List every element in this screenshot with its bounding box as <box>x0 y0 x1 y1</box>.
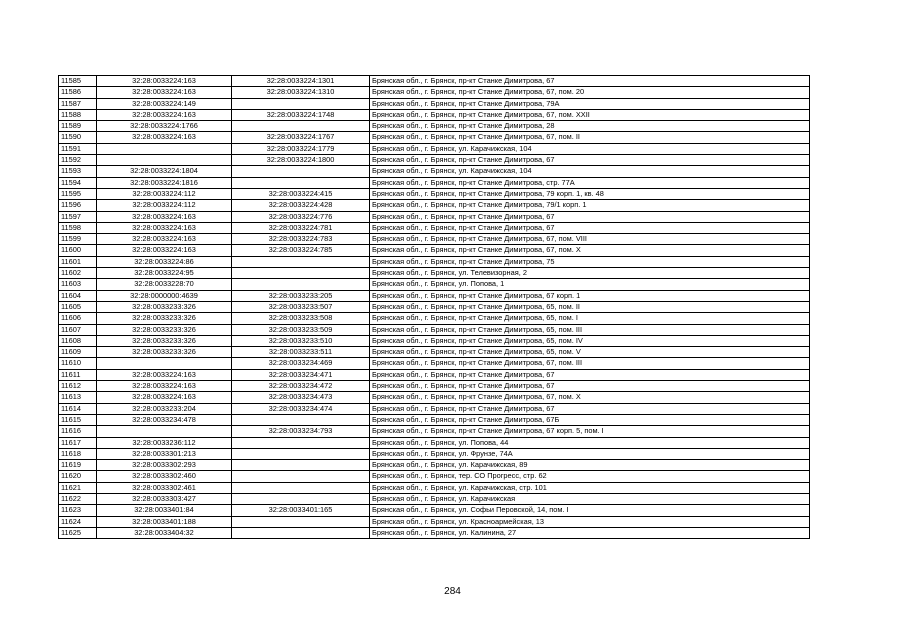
table-row <box>59 279 810 290</box>
cadastral-quarter-cell: 32:28:0033224:163 <box>97 392 232 403</box>
address-cell: Брянская обл., г. Брянск, пр-кт Станке Димитрова, 67, пом. III <box>370 358 810 369</box>
cadastral-quarter-cell: 32:28:0033303:427 <box>97 493 232 504</box>
address-cell: Брянская обл., г. Брянск, пр-кт Станке Димитрова, 67Б <box>370 414 810 425</box>
cadastral-quarter-cell: 32:28:0033224:163 <box>97 369 232 380</box>
row-number-cell: 11595 <box>59 188 97 199</box>
address-cell: Брянская обл., г. Брянск, ул. Калинина, 27 <box>370 527 810 538</box>
table-row <box>59 132 810 143</box>
table-row <box>59 155 810 166</box>
row-number-cell: 11621 <box>59 482 97 493</box>
row-number-cell: 11599 <box>59 234 97 245</box>
row-number-cell: 11613 <box>59 392 97 403</box>
cadastral-object-cell: 32:28:0033233:509 <box>232 324 370 335</box>
cadastral-quarter-cell: 32:28:0033224:112 <box>97 188 232 199</box>
row-number-cell: 11604 <box>59 290 97 301</box>
cadastral-quarter-cell: 32:28:0033302:461 <box>97 482 232 493</box>
address-cell: Брянская обл., г. Брянск, ул. Попова, 44 <box>370 437 810 448</box>
row-number-cell: 11620 <box>59 471 97 482</box>
cadastral-quarter-cell: 32:28:0033233:326 <box>97 313 232 324</box>
row-number-cell: 11622 <box>59 493 97 504</box>
cadastral-quarter-cell: 32:28:0033224:1804 <box>97 166 232 177</box>
cadastral-object-cell <box>232 279 370 290</box>
cadastral-object-cell: 32:28:0033224:1301 <box>232 76 370 87</box>
cadastral-object-cell <box>232 177 370 188</box>
row-number-cell: 11590 <box>59 132 97 143</box>
address-cell: Брянская обл., г. Брянск, ул. Карачижская, 104 <box>370 166 810 177</box>
table-row <box>59 211 810 222</box>
address-cell: Брянская обл., г. Брянск, пр-кт Станке Димитрова, 67, пом. X <box>370 245 810 256</box>
address-cell: Брянская обл., г. Брянск, пр-кт Станке Димитрова, 65, пом. III <box>370 324 810 335</box>
row-number-cell: 11625 <box>59 527 97 538</box>
row-number-cell: 11611 <box>59 369 97 380</box>
address-cell: Брянская обл., г. Брянск, пр-кт Станке Димитрова, 67, пом. X <box>370 392 810 403</box>
cadastral-object-cell <box>232 121 370 132</box>
table-row <box>59 121 810 132</box>
cadastral-object-cell <box>232 493 370 504</box>
row-number-cell: 11605 <box>59 301 97 312</box>
table-row <box>59 505 810 516</box>
cadastral-quarter-cell: 32:28:0033301:213 <box>97 448 232 459</box>
table-row <box>59 392 810 403</box>
cadastral-quarter-cell: 32:28:0033233:326 <box>97 301 232 312</box>
table-row <box>59 234 810 245</box>
address-cell: Брянская обл., г. Брянск, ул. Карачижская, 89 <box>370 460 810 471</box>
cadastral-object-cell: 32:28:0033224:1779 <box>232 143 370 154</box>
table-row <box>59 245 810 256</box>
cadastral-table-body <box>59 76 810 539</box>
table-row <box>59 324 810 335</box>
row-number-cell: 11617 <box>59 437 97 448</box>
cadastral-object-cell <box>232 437 370 448</box>
cadastral-quarter-cell: 32:28:0033224:163 <box>97 211 232 222</box>
address-cell: Брянская обл., г. Брянск, пр-кт Станке Димитрова, 67, пом. VIII <box>370 234 810 245</box>
address-cell: Брянская обл., г. Брянск, пр-кт Станке Димитрова, 75 <box>370 256 810 267</box>
cadastral-quarter-cell: 32:28:0033302:460 <box>97 471 232 482</box>
address-cell: Брянская обл., г. Брянск, пр-кт Станке Димитрова, 65, пом. IV <box>370 335 810 346</box>
table-row <box>59 482 810 493</box>
address-cell: Брянская обл., г. Брянск, пр-кт Станке Димитрова, 67 <box>370 211 810 222</box>
table-row <box>59 448 810 459</box>
cadastral-object-cell: 32:28:0033233:511 <box>232 347 370 358</box>
table-row <box>59 369 810 380</box>
cadastral-quarter-cell: 32:28:0033224:163 <box>97 381 232 392</box>
address-cell: Брянская обл., г. Брянск, ул. Карачижская, 104 <box>370 143 810 154</box>
row-number-cell: 11597 <box>59 211 97 222</box>
address-cell: Брянская обл., г. Брянск, пр-кт Станке Димитрова, 67 <box>370 222 810 233</box>
cadastral-object-cell <box>232 414 370 425</box>
cadastral-quarter-cell: 32:28:0033224:1816 <box>97 177 232 188</box>
table-row <box>59 426 810 437</box>
cadastral-object-cell <box>232 527 370 538</box>
address-cell: Брянская обл., г. Брянск, пр-кт Станке Димитрова, 67 <box>370 76 810 87</box>
cadastral-quarter-cell: 32:28:0033234:478 <box>97 414 232 425</box>
table-row <box>59 493 810 504</box>
row-number-cell: 11614 <box>59 403 97 414</box>
cadastral-quarter-cell: 32:28:0033224:163 <box>97 234 232 245</box>
cadastral-object-cell: 32:28:0033234:471 <box>232 369 370 380</box>
cadastral-quarter-cell: 32:28:0033404:32 <box>97 527 232 538</box>
table-row <box>59 143 810 154</box>
cadastral-object-cell: 32:28:0033234:793 <box>232 426 370 437</box>
table-row <box>59 460 810 471</box>
cadastral-object-cell: 32:28:0033234:474 <box>232 403 370 414</box>
address-cell: Брянская обл., г. Брянск, пр-кт Станке Димитрова, 67, пом. II <box>370 132 810 143</box>
address-cell: Брянская обл., г. Брянск, ул. Красноармейская, 13 <box>370 516 810 527</box>
table-row <box>59 188 810 199</box>
cadastral-object-cell <box>232 256 370 267</box>
row-number-cell: 11612 <box>59 381 97 392</box>
address-cell: Брянская обл., г. Брянск, пр-кт Станке Димитрова, 79/1 корп. 1 <box>370 200 810 211</box>
address-cell: Брянская обл., г. Брянск, пр-кт Станке Димитрова, 67, пом. XXII <box>370 109 810 120</box>
row-number-cell: 11610 <box>59 358 97 369</box>
cadastral-object-cell <box>232 448 370 459</box>
row-number-cell: 11615 <box>59 414 97 425</box>
row-number-cell: 11588 <box>59 109 97 120</box>
cadastral-quarter-cell: 32:28:0033302:293 <box>97 460 232 471</box>
cadastral-quarter-cell <box>97 143 232 154</box>
cadastral-quarter-cell: 32:28:0033401:84 <box>97 505 232 516</box>
cadastral-object-cell <box>232 98 370 109</box>
cadastral-object-cell: 32:28:0033224:1767 <box>232 132 370 143</box>
row-number-cell: 11623 <box>59 505 97 516</box>
cadastral-quarter-cell: 32:28:0033233:326 <box>97 335 232 346</box>
cadastral-object-cell: 32:28:0033233:205 <box>232 290 370 301</box>
table-row <box>59 76 810 87</box>
cadastral-object-cell: 32:28:0033224:776 <box>232 211 370 222</box>
page-number: 284 <box>444 586 461 597</box>
cadastral-object-cell: 32:28:0033233:507 <box>232 301 370 312</box>
cadastral-object-cell: 32:28:0033224:415 <box>232 188 370 199</box>
cadastral-object-cell <box>232 166 370 177</box>
table-row <box>59 256 810 267</box>
table-row <box>59 471 810 482</box>
address-cell: Брянская обл., г. Брянск, ул. Карачижская <box>370 493 810 504</box>
address-cell: Брянская обл., г. Брянск, пр-кт Станке Димитрова, 28 <box>370 121 810 132</box>
table-row <box>59 109 810 120</box>
row-number-cell: 11619 <box>59 460 97 471</box>
cadastral-quarter-cell: 32:28:0033228:70 <box>97 279 232 290</box>
row-number-cell: 11603 <box>59 279 97 290</box>
cadastral-object-cell: 32:28:0033224:1748 <box>232 109 370 120</box>
row-number-cell: 11592 <box>59 155 97 166</box>
row-number-cell: 11593 <box>59 166 97 177</box>
cadastral-quarter-cell: 32:28:0033236:112 <box>97 437 232 448</box>
address-cell: Брянская обл., г. Брянск, пр-кт Станке Димитрова, стр. 77А <box>370 177 810 188</box>
table-row <box>59 166 810 177</box>
address-cell: Брянская обл., г. Брянск, пр-кт Станке Димитрова, 67, пом. 20 <box>370 87 810 98</box>
row-number-cell: 11616 <box>59 426 97 437</box>
cadastral-table <box>58 75 810 539</box>
row-number-cell: 11585 <box>59 76 97 87</box>
row-number-cell: 11600 <box>59 245 97 256</box>
address-cell: Брянская обл., г. Брянск, пр-кт Станке Димитрова, 67 <box>370 155 810 166</box>
cadastral-quarter-cell: 32:28:0033224:95 <box>97 268 232 279</box>
address-cell: Брянская обл., г. Брянск, пр-кт Станке Димитрова, 67 <box>370 403 810 414</box>
table-row <box>59 347 810 358</box>
cadastral-quarter-cell <box>97 426 232 437</box>
row-number-cell: 11624 <box>59 516 97 527</box>
table-row <box>59 313 810 324</box>
row-number-cell: 11598 <box>59 222 97 233</box>
row-number-cell: 11591 <box>59 143 97 154</box>
cadastral-object-cell: 32:28:0033224:781 <box>232 222 370 233</box>
cadastral-quarter-cell: 32:28:0033224:163 <box>97 109 232 120</box>
cadastral-quarter-cell: 32:28:0033224:149 <box>97 98 232 109</box>
cadastral-quarter-cell <box>97 155 232 166</box>
address-cell: Брянская обл., г. Брянск, ул. Фрунзе, 74А <box>370 448 810 459</box>
cadastral-quarter-cell: 32:28:0033224:112 <box>97 200 232 211</box>
row-number-cell: 11589 <box>59 121 97 132</box>
cadastral-quarter-cell: 32:28:0033224:163 <box>97 87 232 98</box>
cadastral-object-cell: 32:28:0033401:165 <box>232 505 370 516</box>
cadastral-quarter-cell: 32:28:0033224:163 <box>97 245 232 256</box>
table-row <box>59 200 810 211</box>
cadastral-object-cell: 32:28:0033224:1800 <box>232 155 370 166</box>
table-row <box>59 516 810 527</box>
address-cell: Брянская обл., г. Брянск, пр-кт Станке Димитрова, 79А <box>370 98 810 109</box>
cadastral-object-cell: 32:28:0033224:785 <box>232 245 370 256</box>
row-number-cell: 11609 <box>59 347 97 358</box>
table-row <box>59 403 810 414</box>
cadastral-quarter-cell: 32:28:0033233:326 <box>97 324 232 335</box>
cadastral-object-cell <box>232 516 370 527</box>
cadastral-object-cell: 32:28:0033234:473 <box>232 392 370 403</box>
address-cell: Брянская обл., г. Брянск, пр-кт Станке Димитрова, 67 корп. 5, пом. I <box>370 426 810 437</box>
address-cell: Брянская обл., г. Брянск, ул. Телевизорная, 2 <box>370 268 810 279</box>
row-number-cell: 11607 <box>59 324 97 335</box>
cadastral-quarter-cell: 32:28:0033233:326 <box>97 347 232 358</box>
cadastral-quarter-cell: 32:28:0033401:188 <box>97 516 232 527</box>
cadastral-object-cell <box>232 268 370 279</box>
address-cell: Брянская обл., г. Брянск, пр-кт Станке Димитрова, 67 <box>370 369 810 380</box>
table-row <box>59 177 810 188</box>
cadastral-object-cell: 32:28:0033233:508 <box>232 313 370 324</box>
cadastral-object-cell: 32:28:0033224:428 <box>232 200 370 211</box>
cadastral-object-cell: 32:28:0033224:783 <box>232 234 370 245</box>
cadastral-object-cell <box>232 482 370 493</box>
table-row <box>59 290 810 301</box>
cadastral-quarter-cell: 32:28:0033233:204 <box>97 403 232 414</box>
table-row <box>59 301 810 312</box>
table-row <box>59 87 810 98</box>
row-number-cell: 11608 <box>59 335 97 346</box>
address-cell: Брянская обл., г. Брянск, ул. Софьи Перовской, 14, пом. I <box>370 505 810 516</box>
cadastral-object-cell: 32:28:0033233:510 <box>232 335 370 346</box>
table-row <box>59 358 810 369</box>
row-number-cell: 11594 <box>59 177 97 188</box>
row-number-cell: 11606 <box>59 313 97 324</box>
table-row <box>59 381 810 392</box>
address-cell: Брянская обл., г. Брянск, пр-кт Станке Димитрова, 65, пом. II <box>370 301 810 312</box>
row-number-cell: 11586 <box>59 87 97 98</box>
table-row <box>59 437 810 448</box>
table-row <box>59 268 810 279</box>
cadastral-quarter-cell <box>97 358 232 369</box>
row-number-cell: 11601 <box>59 256 97 267</box>
cadastral-object-cell: 32:28:0033234:469 <box>232 358 370 369</box>
address-cell: Брянская обл., г. Брянск, пр-кт Станке Димитрова, 67 корп. 1 <box>370 290 810 301</box>
cadastral-quarter-cell: 32:28:0033224:163 <box>97 222 232 233</box>
cadastral-quarter-cell: 32:28:0033224:1766 <box>97 121 232 132</box>
table-row <box>59 335 810 346</box>
table-row <box>59 527 810 538</box>
row-number-cell: 11618 <box>59 448 97 459</box>
address-cell: Брянская обл., г. Брянск, пр-кт Станке Димитрова, 67 <box>370 381 810 392</box>
cadastral-object-cell <box>232 460 370 471</box>
row-number-cell: 11596 <box>59 200 97 211</box>
cadastral-quarter-cell: 32:28:0033224:163 <box>97 132 232 143</box>
cadastral-quarter-cell: 32:28:0033224:163 <box>97 76 232 87</box>
cadastral-object-cell <box>232 471 370 482</box>
table-row <box>59 414 810 425</box>
address-cell: Брянская обл., г. Брянск, пр-кт Станке Димитрова, 65, пом. V <box>370 347 810 358</box>
address-cell: Брянская обл., г. Брянск, ул. Карачижская, стр. 101 <box>370 482 810 493</box>
table-row <box>59 98 810 109</box>
cadastral-quarter-cell: 32:28:0000000:4639 <box>97 290 232 301</box>
table-row <box>59 222 810 233</box>
cadastral-object-cell: 32:28:0033224:1310 <box>232 87 370 98</box>
address-cell: Брянская обл., г. Брянск, тер. СО Прогресс, стр. 62 <box>370 471 810 482</box>
row-number-cell: 11587 <box>59 98 97 109</box>
address-cell: Брянская обл., г. Брянск, пр-кт Станке Димитрова, 79 корп. 1, кв. 48 <box>370 188 810 199</box>
cadastral-object-cell: 32:28:0033234:472 <box>232 381 370 392</box>
address-cell: Брянская обл., г. Брянск, пр-кт Станке Димитрова, 65, пом. I <box>370 313 810 324</box>
address-cell: Брянская обл., г. Брянск, ул. Попова, 1 <box>370 279 810 290</box>
cadastral-quarter-cell: 32:28:0033224:86 <box>97 256 232 267</box>
row-number-cell: 11602 <box>59 268 97 279</box>
